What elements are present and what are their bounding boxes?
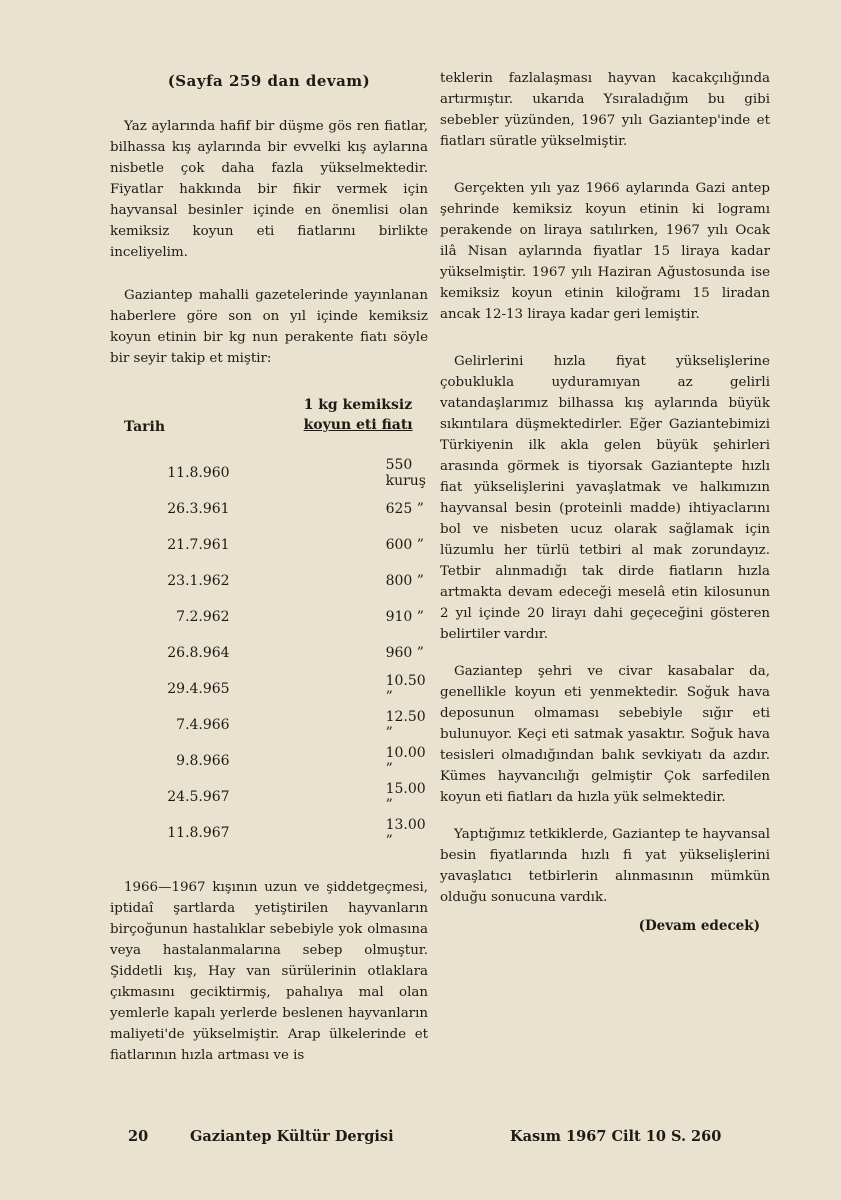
right-paragraph-5: Yaptığımız tetkiklerde, Gaziantep te hayvansal besin fiyatlarında hızlı fi yat yükselişlerini yavaşlatıcı tetbirlerin alınmasının mümkün olduğu sonucuna vardık. bbox=[440, 827, 770, 905]
right-paragraph-1: teklerin fazlalaşması hayvan kacakçılığında artırmıştır. ukarıda Ysıraladığım bu gibi sebebler yüzünden, 1967 yılı Gaziantep'inde et fiatları süratle yükselmiştir. bbox=[440, 71, 770, 149]
page-number: 20 bbox=[128, 1128, 149, 1145]
row-price: 910 ” bbox=[385, 609, 424, 625]
continued-from-note: (Sayfa 259 dan devam) bbox=[167, 72, 371, 90]
row-date: 7.4.966 bbox=[176, 717, 230, 733]
table-row bbox=[116, 527, 426, 563]
table-row bbox=[116, 743, 426, 779]
row-date: 26.3.961 bbox=[167, 501, 230, 517]
row-price: 800 ” bbox=[385, 573, 424, 589]
table-row bbox=[116, 671, 426, 707]
table-header-row bbox=[116, 395, 426, 435]
column-header-price-line2: koyun eti fiatı bbox=[303, 417, 413, 433]
right-paragraph-4: Gaziantep şehri ve civar kasabalar da, genellikle koyun eti yenmektedir. Soğuk hava deposunun olmaması sebebiyle sığır eti bulunuyor. Keçi eti satmak yasaktır. Soğuk hava tesisleri olmadığından balık sevkiyatı da azdır. Kümes hayvancılığı gelmiştir Çok sarfedilen koyun eti fiatları da hızla yük selmektedir. bbox=[440, 664, 770, 805]
table-row bbox=[116, 707, 426, 743]
left-paragraph-1: Yaz aylarında hafif bir düşme gös ren fiatlar, bilhassa kış aylarında bir evvelki kış aylarına nisbetle çok daha fazla yükselmektedir. Fiyatlar hakkında bir fikir vermek için hayvansal besinler içinde en önemlisi olan kemiksiz koyun eti fiatlarını birlikte inceliyelim. bbox=[110, 119, 428, 260]
right-paragraph-2: Gerçekten yılı yaz 1966 aylarında Gazi antep şehrinde kemiksiz koyun etinin ki logramı perakende on liraya satılırken, 1967 yılı Ocak ilâ Nisan aylarında fiyatlar 15 liraya kadar yükselmiştir. 1967 yılı Haziran Ağustosunda ise kemiksiz koyun etinin kiloğramı 15 liradan ancak 12-13 liraya kadar geri lemiştir. bbox=[440, 181, 770, 322]
row-date: 21.7.961 bbox=[167, 537, 230, 553]
right-paragraph-3: Gelirlerini hızla fiyat yükselişlerine çobuklukla uyduramıyan az gelirli vatandaşlarımız bilhassa kış aylarında büyük sıkıntılara düşmektedirler. Eğer Gaziantebimizi Türkiyenin ilk akla gelen büyük şehirleri arasında görmek is tiyorsak Gaziantepte hızlı fiat yükselişlerini yavaşlatmak ve halkımızın hayvansal besin (proteinli madde) ihtiyaclarını bol ve nisbeten ucuz olarak sağlamak için lüzumlu her türlü tetbiri al mak zorundayız. Tetbir alınmadığı tak dirde fiatların hızla artmakta devam edeceği meselâ etin kilosunun 2 yıl içinde 20 lirayı dahi geçeceğini gösteren belirtiler vardır. bbox=[440, 354, 770, 642]
left-column bbox=[110, 60, 428, 1066]
column-header-price-line1: 1 kg kemiksiz bbox=[303, 397, 413, 413]
meat-price-table bbox=[116, 395, 426, 851]
column-header-date: Tarih bbox=[124, 419, 166, 435]
row-price: 625 ” bbox=[385, 501, 424, 517]
row-price: 550 kuruş bbox=[385, 457, 426, 489]
row-date: 24.5.967 bbox=[167, 789, 230, 805]
row-price: 12.50 ” bbox=[385, 709, 426, 741]
row-date: 23.1.962 bbox=[167, 573, 230, 589]
left-paragraph-3: 1966—1967 kışının uzun ve şiddetgeçmesi, iptidaî şartlarda yetiştirilen hayvanların birçoğunun hastalıklar sebebiyle yok olmasına veya hastalanmalarına sebep olmuştur. Şiddetli kış, Hay van sürülerinin otlaklara çıkmasını geciktirmiş, pahalıya mal olan yemlerle kapalı yerlerde beslenen hayvanların maliyeti'de yükselmiştir. Arap ülkelerinde et fiatlarının hızla artması ve is bbox=[110, 880, 428, 1063]
right-column bbox=[440, 60, 770, 934]
issue-info: Kasım 1967 Cilt 10 S. 260 bbox=[510, 1128, 722, 1145]
table-row bbox=[116, 779, 426, 815]
left-paragraph-2: Gaziantep mahalli gazetelerinde yayınlanan haberlere göre son on yıl içinde kemiksiz koyun etinin bir kg nun perakente fiatı söyle bir seyir takip et miştir: bbox=[110, 288, 428, 366]
to-be-continued-note: (Devam edecek) bbox=[638, 918, 760, 934]
row-date: 26.8.964 bbox=[167, 645, 230, 661]
table-row bbox=[116, 815, 426, 851]
row-price: 960 ” bbox=[385, 645, 424, 661]
row-price: 13.00 ” bbox=[385, 817, 426, 849]
row-date: 11.8.960 bbox=[167, 465, 230, 481]
table-row bbox=[116, 599, 426, 635]
table-row bbox=[116, 635, 426, 671]
table-row bbox=[116, 491, 426, 527]
row-price: 10.50 ” bbox=[385, 673, 426, 705]
table-row bbox=[116, 435, 426, 491]
row-price: 600 ” bbox=[385, 537, 424, 553]
magazine-name: Gaziantep Kültür Dergisi bbox=[190, 1128, 394, 1145]
row-date: 9.8.966 bbox=[176, 753, 230, 769]
row-date: 11.8.967 bbox=[167, 825, 230, 841]
column-header-price bbox=[296, 395, 426, 435]
row-price: 15.00 ” bbox=[385, 781, 426, 813]
table-row bbox=[116, 563, 426, 599]
row-date: 7.2.962 bbox=[176, 609, 230, 625]
row-price: 10.00 ” bbox=[385, 745, 426, 777]
row-date: 29.4.965 bbox=[167, 681, 230, 697]
